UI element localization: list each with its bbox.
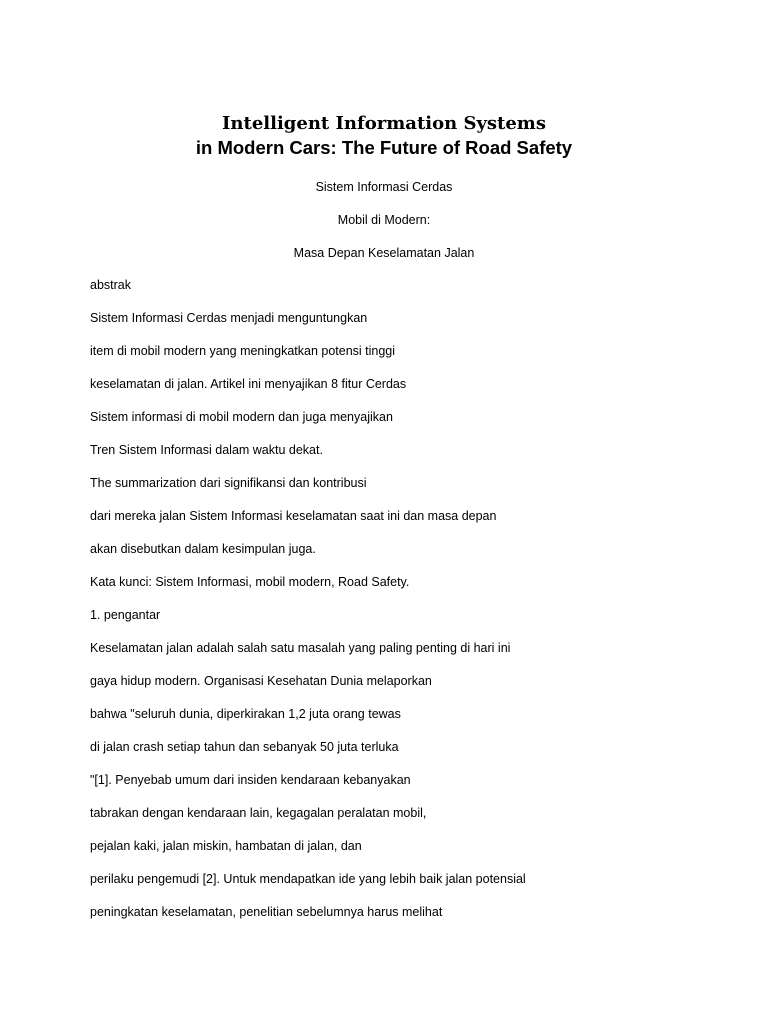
- subtitle-line-3: Masa Depan Keselamatan Jalan: [293, 246, 475, 260]
- text-line: Tren Sistem Informasi dalam waktu dekat.: [90, 443, 323, 457]
- section-heading: 1. pengantar: [90, 608, 161, 622]
- text-line: perilaku pengemudi [2]. Untuk mendapatkan ide yang lebih baik jalan potensial: [90, 872, 526, 886]
- abstract-heading: abstrak: [90, 278, 131, 292]
- text-line: The summarization dari signifikansi dan kontribusi: [90, 476, 367, 490]
- keywords-line: Kata kunci: Sistem Informasi, mobil modern, Road Safety.: [90, 575, 410, 589]
- title-line-2: in Modern Cars: The Future of Road Safety: [195, 137, 573, 158]
- text-line: gaya hidup modern. Organisasi Kesehatan Dunia melaporkan: [90, 674, 432, 688]
- subtitle-line-2: Mobil di Modern:: [337, 213, 431, 227]
- subtitle-line-1: Sistem Informasi Cerdas: [315, 180, 453, 194]
- text-line: "[1]. Penyebab umum dari insiden kendaraan kebanyakan: [90, 773, 411, 787]
- text-line: di jalan crash setiap tahun dan sebanyak 50 juta terluka: [90, 740, 399, 754]
- text-line: tabrakan dengan kendaraan lain, kegagalan peralatan mobil,: [90, 806, 427, 820]
- text-line: keselamatan di jalan. Artikel ini menyajikan 8 fitur Cerdas: [90, 377, 407, 391]
- text-line: dari mereka jalan Sistem Informasi keselamatan saat ini dan masa depan: [90, 509, 497, 523]
- text-line: Keselamatan jalan adalah salah satu masalah yang paling penting di hari ini: [90, 641, 511, 655]
- text-line: Sistem informasi di mobil modern dan juga menyajikan: [90, 410, 393, 424]
- title-line-1: Intelligent Information Systems: [222, 113, 546, 134]
- text-line: pejalan kaki, jalan miskin, hambatan di jalan, dan: [90, 839, 362, 853]
- text-line: item di mobil modern yang meningkatkan potensi tinggi: [90, 344, 396, 358]
- text-line: Sistem Informasi Cerdas menjadi menguntungkan: [90, 311, 368, 325]
- text-line: bahwa "seluruh dunia, diperkirakan 1,2 juta orang tewas: [90, 707, 401, 721]
- text-line: akan disebutkan dalam kesimpulan juga.: [90, 542, 316, 556]
- text-line: peningkatan keselamatan, penelitian sebelumnya harus melihat: [90, 905, 443, 919]
